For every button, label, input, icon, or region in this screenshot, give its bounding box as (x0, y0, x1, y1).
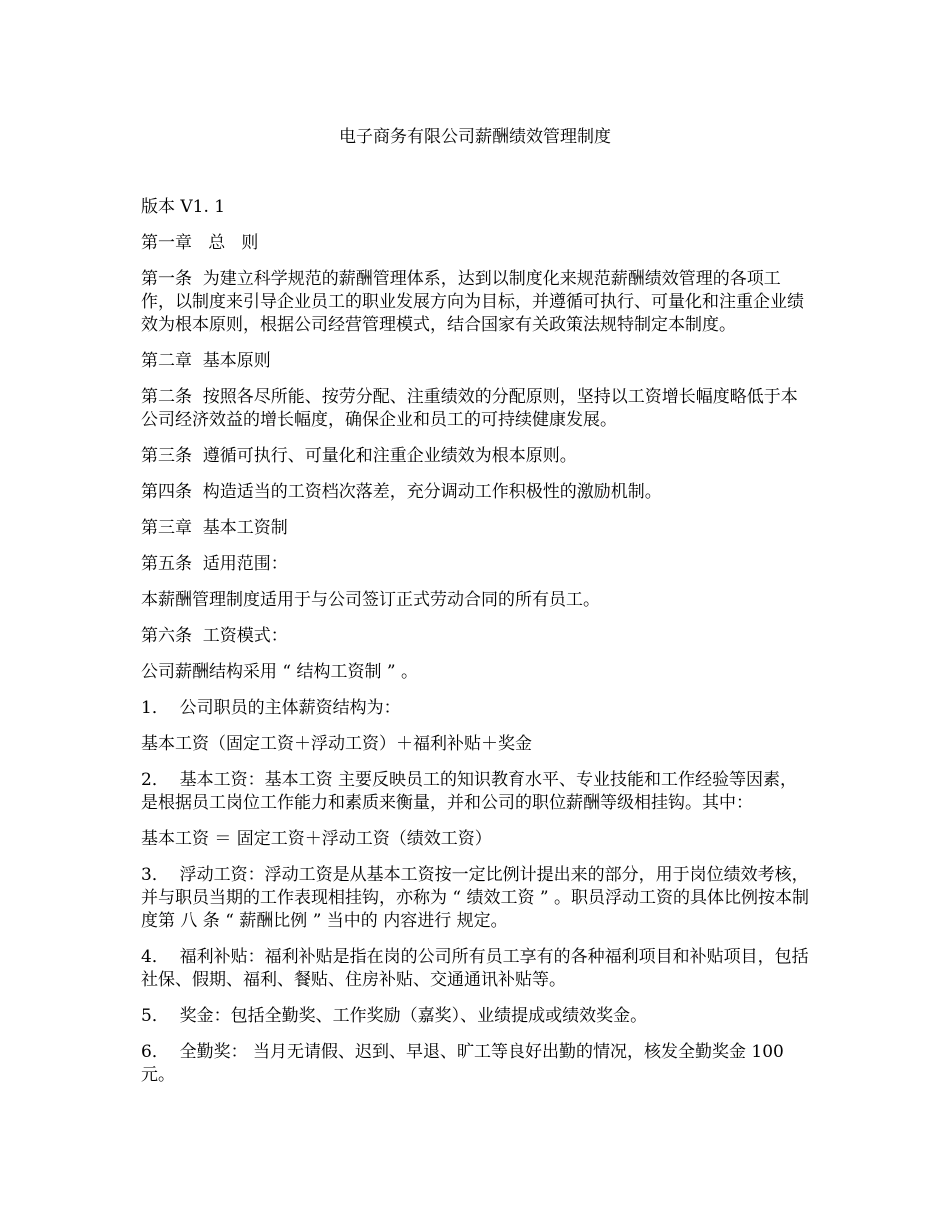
body-paragraph: 本薪酬管理制度适用于与公司签订正式劳动合同的所有员工。 (141, 590, 600, 610)
formula-line: 基本工资（固定工资＋浮动工资）＋福利补贴＋奖金 (141, 734, 532, 754)
article-paragraph: 第五条 适用范围： (141, 554, 288, 574)
article-paragraph: 第三条 遵循可执行、可量化和注重企业绩效为根本原则。 (141, 446, 577, 466)
chapter-heading: 第一章 总 则 (141, 233, 259, 253)
numbered-item: 2． 基本工资：基本工资 主要反映员工的知识教育水平、专业技能和工作经验等因素，是根据员工岗位工作能力和素质来衡量，并和公司的职位薪酬等级相挂钩。其中： (141, 770, 798, 813)
chapter-heading: 第二章 基本原则 (141, 351, 271, 371)
document-title: 电子商务有限公司薪酬绩效管理制度 (339, 127, 611, 147)
body-paragraph: 公司薪酬结构采用 “ 结构工资制 ” 。 (141, 662, 418, 682)
numbered-item: 1． 公司职员的主体薪资结构为： (141, 698, 401, 718)
numbered-item: 3． 浮动工资：浮动工资是从基本工资按一定比例计提出来的部分，用于岗位绩效考核，并与职员当期的工作表现相挂钩，亦称为 “ 绩效工资 ” 。职员浮动工资的具体比例按本制度第 八 条 “ 薪酬比例 ” 当中的 内容进行 规定。 (141, 865, 809, 931)
article-paragraph: 第二条 按照各尽所能、按劳分配、注重绩效的分配原则，坚持以工资增长幅度略低于本公司经济效益的增长幅度，确保企业和员工的可持续健康发展。 (141, 387, 798, 430)
formula-line: 基本工资 ＝ 固定工资＋浮动工资（绩效工资） (141, 829, 492, 849)
article-paragraph: 第六条 工资模式： (141, 626, 288, 646)
chapter-heading: 第三章 基本工资制 (141, 518, 288, 538)
version-line: 版本 V1. 1 (141, 197, 226, 217)
numbered-item: 5． 奖金：包括全勤奖、工作奖励（嘉奖）、业绩提成或绩效奖金。 (141, 1006, 648, 1026)
article-paragraph: 第四条 构造适当的工资档次落差，充分调动工作积极性的激励机制。 (141, 482, 662, 502)
numbered-item: 6． 全勤奖： 当月无请假、迟到、早退、旷工等良好出勤的情况，核发全勤奖金 100 元。 (141, 1042, 790, 1085)
numbered-item: 4． 福利补贴：福利补贴是指在岗的公司所有员工享有的各种福利项目和补贴项目，包括社保、假期、福利、餐贴、住房补贴、交通通讯补贴等。 (141, 947, 809, 990)
article-paragraph: 第一条 为建立科学规范的薪酬管理体系，达到以制度化来规范薪酬绩效管理的各项工作，以制度来引导企业员工的职业发展方向为目标，并遵循可执行、可量化和注重企业绩效为根本原则，根据公司经营管理模式，结合国家有关政策法规特制定本制度。 (141, 269, 804, 335)
document-body (141, 196, 813, 1100)
